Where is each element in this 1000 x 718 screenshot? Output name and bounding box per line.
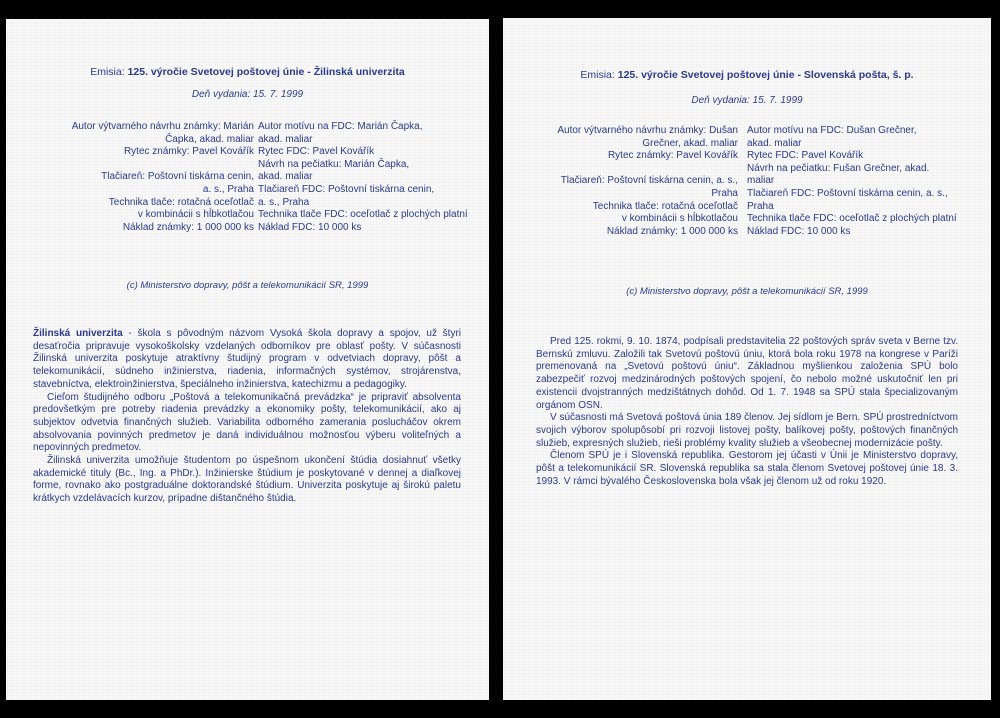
credit-line xyxy=(72,159,254,172)
left-body-text xyxy=(33,328,461,506)
credit-line: a. s., Praha xyxy=(258,196,310,208)
credit-line: v kombinácii s hĺbkotlačou xyxy=(137,209,254,221)
left-body-paragraph-1 xyxy=(33,328,461,392)
left-copyright: (c) Ministerstvo dopravy, pôšt a telekomunikácií SR, 1999 xyxy=(126,280,369,291)
right-body-paragraph-3: Členom SPÚ je i Slovenská republika. Gestorom jej účasti v Únii je Ministerstvo dopravy, pôšt a telekomunikácií SR. Slovenská republika sa stala členom Svetovej poštovej únie 18. 3. 1993. V rámci bývalého Československa bola však jej členom už od roku 1920. xyxy=(536,450,958,487)
credit-line: Rytec FDC: Pavel Kovářík xyxy=(747,150,864,162)
credit-line: Technika tlače: rotačná oceľotlač xyxy=(592,200,738,212)
credit-line: maliar xyxy=(747,175,775,187)
credit-line: akad. maliar xyxy=(747,137,802,149)
credit-line xyxy=(557,163,738,176)
left-credits xyxy=(6,121,489,241)
credit-line: akad. maliar xyxy=(258,171,313,183)
right-credits-fdc xyxy=(747,125,957,238)
credit-line: Rytec známky: Pavel Kovářík xyxy=(607,150,738,162)
credit-line: Praha xyxy=(711,187,738,199)
credit-line: Návrh na pečiatku: Marián Čapka, xyxy=(258,158,410,170)
right-emisia-title: 125. výročie Svetovej poštovej únie - Slovenská pošta, š. p. xyxy=(617,69,914,81)
right-credits-stamp xyxy=(557,125,738,238)
credit-line: a. s., Praha xyxy=(202,183,254,195)
credit-line: Autor motívu na FDC: Marián Čapka, xyxy=(258,121,423,132)
credit-line: Technika tlače FDC: oceľotlač z plochých platní xyxy=(258,209,468,221)
credit-line: Náklad FDC: 10 000 ks xyxy=(258,221,362,233)
credit-line: Tlačiareň: Poštovní tiskárna cenin, a. s., xyxy=(560,175,738,187)
left-issue-date: Deň vydania: 15. 7. 1999 xyxy=(191,89,304,100)
credit-line: Tlačiareň FDC: Poštovní tiskárna cenin, a. s., xyxy=(747,187,948,199)
credit-line: Technika tlače: rotačná oceľotlač xyxy=(108,196,254,208)
credit-line: v kombinácii s hĺbkotlačou xyxy=(621,213,738,225)
credit-line: Náklad FDC: 10 000 ks xyxy=(747,225,851,237)
left-emisia-title: 125. výročie Svetovej poštovej únie - Žilinská univerzita xyxy=(127,66,405,78)
right-issue-date: Deň vydania: 15. 7. 1999 xyxy=(691,95,803,106)
left-body-lead: Žilinská univerzita xyxy=(33,328,123,339)
left-sheet xyxy=(6,19,489,700)
credit-line: Rytec známky: Pavel Kovářík xyxy=(123,146,254,158)
credit-line: Návrh na pečiatku: Fušan Grečner, akad. xyxy=(747,162,930,174)
credit-line: Náklad známky: 1 000 000 ks xyxy=(122,221,254,233)
left-emisia-label: Emisia: xyxy=(90,66,128,78)
right-credits xyxy=(503,125,991,245)
credit-line: Autor výtvarného návrhu známky: Dušan xyxy=(557,125,738,136)
right-body-paragraph-2: V súčasnosti má Svetová poštová únia 189 členov. Jej sídlom je Bern. SPÚ prostredníctvom svojich výborov spolupôsobí pri rozvoji listovej pošty, balíkovej pošty, poštových finančných služieb, expresných služieb, rieši problémy kvality služieb a všeobecnej modernizácie pošty. xyxy=(536,412,958,449)
credit-line: akad. maliar xyxy=(258,133,313,145)
credit-line: Autor motívu na FDC: Dušan Grečner, xyxy=(747,125,917,136)
credit-line: Tlačiareň FDC: Poštovní tiskárna cenin, xyxy=(258,183,435,195)
right-body-paragraph-1: Pred 125. rokmi, 9. 10. 1874, podpísali predstavitelia 22 poštových správ sveta v Berne tzv. Bernskú zmluvu. Založili tak Svetovú poštovú úniu, ktorá bola roku 1978 na kongrese v Paríži premenovaná na „Svetovú poštovú úniu“. Základnou myšlienkou založenia SPÚ bolo zabezpečiť rozvoj medzinárodných poštových spojení, čo nebolo možné uskutočniť len pri existencii dvojstranných medzištátnych dohôd. Od 1. 7. 1948 sa SPÚ stala špecializovaným orgánom OSN. xyxy=(536,336,958,411)
credit-line: Praha xyxy=(747,200,774,212)
credit-line: Tlačiareň: Poštovní tiskárna cenin, xyxy=(101,171,254,183)
credit-line: Rytec FDC: Pavel Kovářík xyxy=(258,146,375,158)
right-copyright: (c) Ministerstvo dopravy, pôšt a telekomunikácií SR, 1999 xyxy=(626,286,868,297)
left-credits-fdc xyxy=(258,121,468,234)
right-body-text xyxy=(536,336,958,488)
left-body-p1: - škola s pôvodným názvom Vysoká škola dopravy a spojov, už štyri desaťročia pripravuje vysokoškolsky vzdelaných odborníkov pre oblasť pošty. V súčasnosti Žilinská univerzita poskytuje atraktívny študijný program v odvetviach dopravy, pôšt a telekomunikácií, súdneho inžinierstva, riadenia, informačných systémov, strojárenstva, stavebníctva, elektroinžinierstva, špeciálneho inžinierstva, katechizmu a pedagogiky. xyxy=(33,328,461,390)
left-credits-stamp xyxy=(72,121,254,234)
left-emisia-heading xyxy=(6,66,489,78)
left-body-paragraph-3: Žilinská univerzita umožňuje študentom po úspešnom ukončení štúdia dosiahnuť všetky akademické tituly (Bc., Ing. a PhDr.). Inžinierske štúdium je poskytované v dennej a diaľkovej forme, rovnako ako postgraduálne doktorandské štúdium. Univerzita poskytuje aj širokú paletu krátkych vzdelávacích kurzov, prípadne dištančného štúdia. xyxy=(33,455,461,505)
left-body-paragraph-2: Cieľom študijného odboru „Poštová a telekomunikačná prevádzka“ je pripraviť absolventa predovšetkým pre potreby riadenia prevádzky a ekonomiky pošty, telekomunikácií, ako aj subjektov odvetvia finančných služieb. Variabilita odborného zamerania poslucháčov okrem absolvovania povinných predmetov je daná individuálnou možnosťou výberu voliteľných a nepovinných predmetov. xyxy=(33,391,461,454)
right-emisia-heading xyxy=(503,69,991,81)
credit-line: Čapka, akad. maliar xyxy=(165,133,254,145)
right-sheet xyxy=(503,18,991,700)
right-emisia-label: Emisia: xyxy=(580,69,618,81)
credit-line: Autor výtvarného návrhu známky: Marián xyxy=(71,121,254,132)
credit-line: Grečner, akad. maliar xyxy=(642,137,738,149)
credit-line: Náklad známky: 1 000 000 ks xyxy=(606,225,738,237)
credit-line: Technika tlače FDC: oceľotlač z plochých platní xyxy=(747,213,957,225)
